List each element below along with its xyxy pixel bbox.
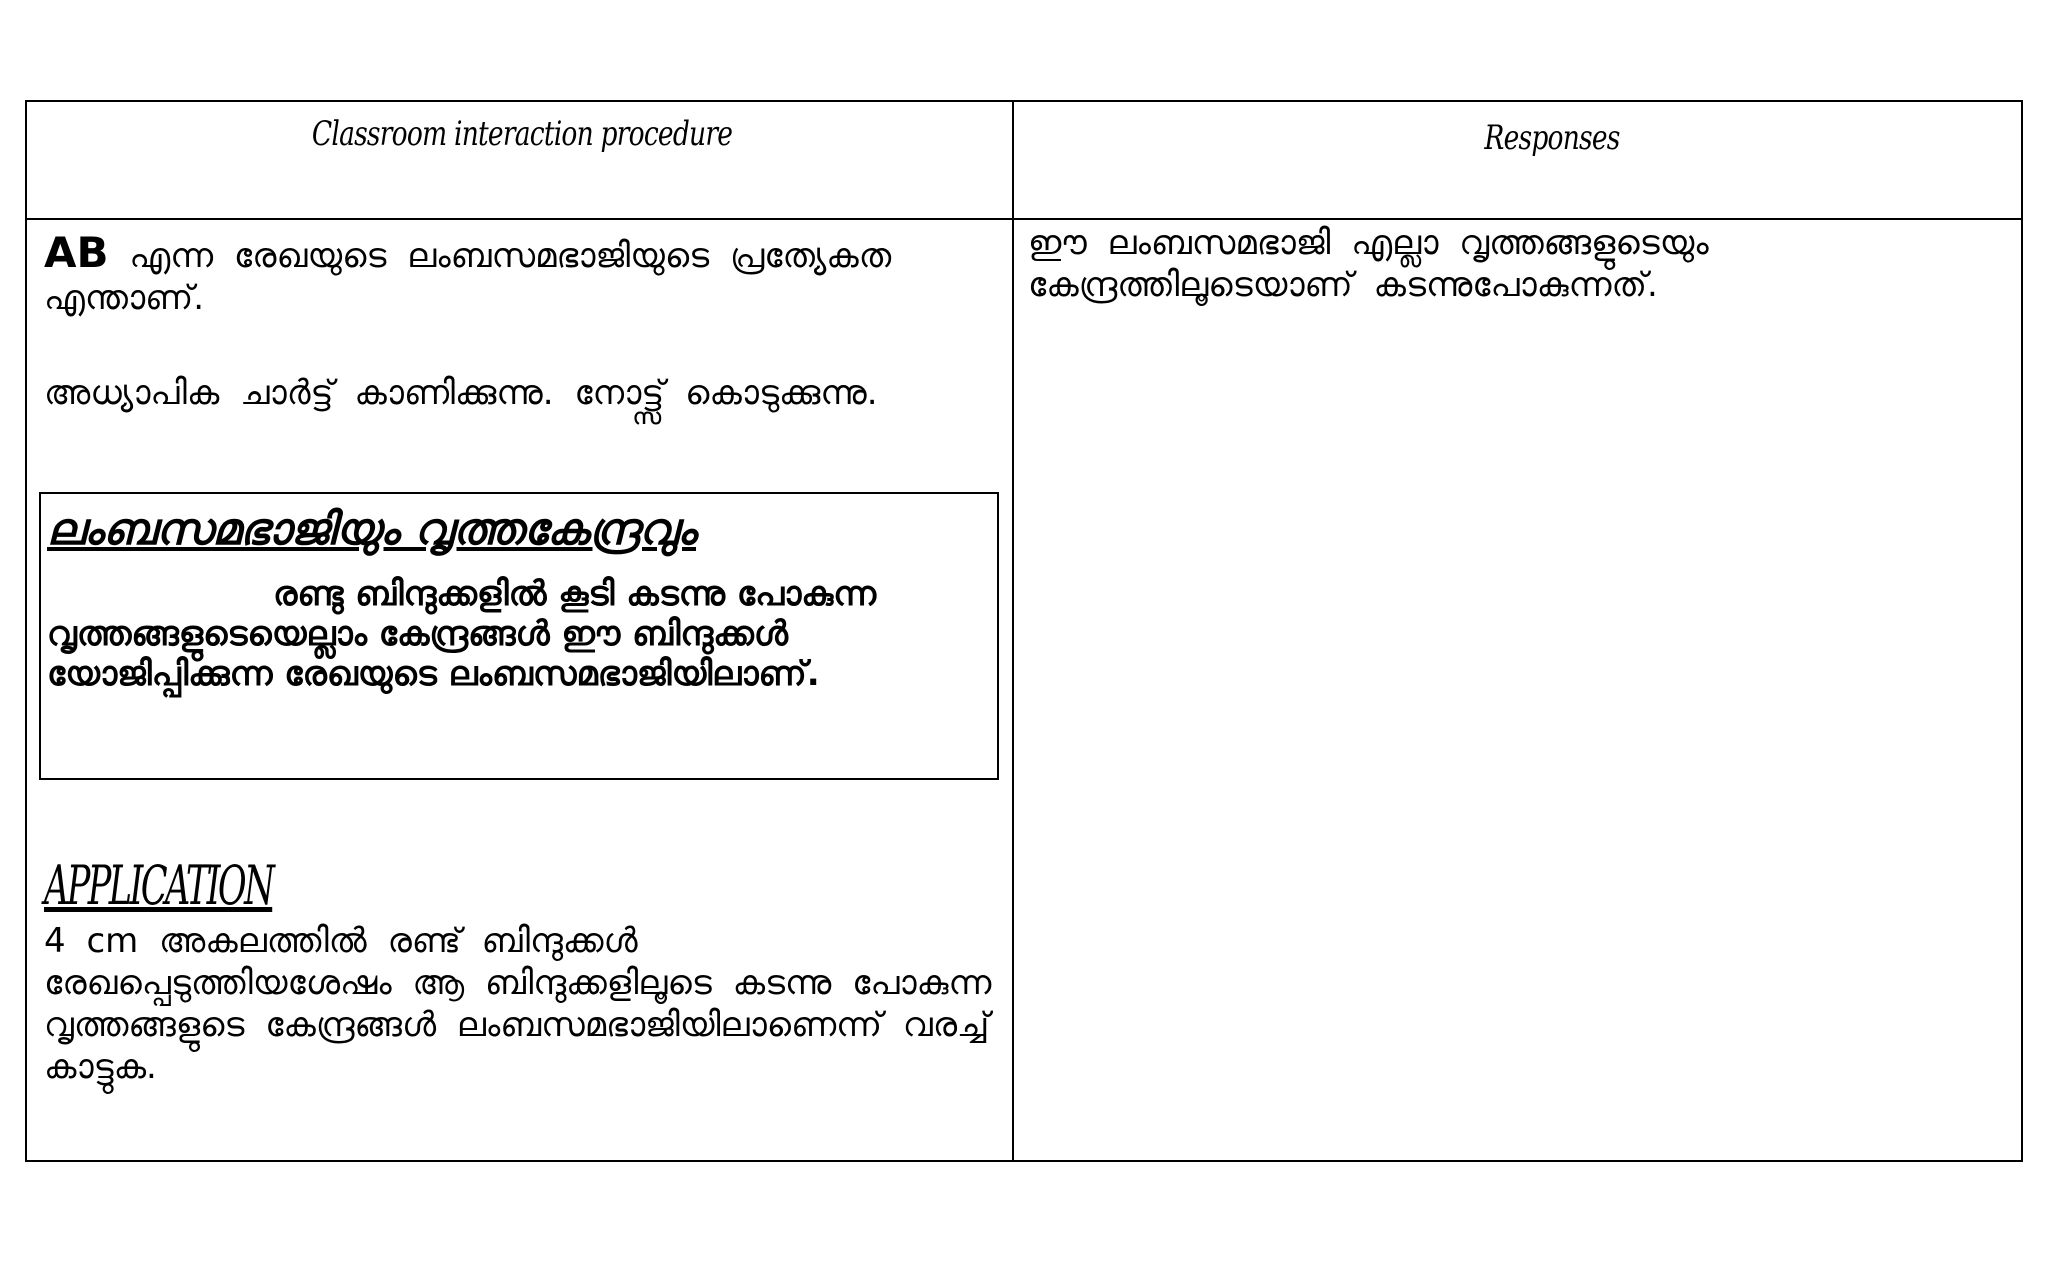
question-paragraph bbox=[44, 228, 994, 319]
notes-body bbox=[47, 574, 992, 694]
notes-body-text: രണ്ടു ബിന്ദുക്കളിൽ കൂടി കടന്നു പോകുന്ന വൃത്തങ്ങളുടെയെല്ലാം കേന്ദ്രങ്ങൾ ഈ ബിന്ദുക്കൾ യോജിപ്പിക്കുന്ന രേഖയുടെ ലംബസമഭാജിയിലാണ്. bbox=[47, 574, 877, 694]
question-text: എന്ന രേഖയുടെ ലംബസമഭാജിയുടെ പ്രത്യേകത എന്താണ്. bbox=[44, 236, 892, 318]
application-title: APPLICATION bbox=[44, 854, 273, 917]
lesson-table bbox=[25, 100, 2023, 1162]
notes-title: ലംബസമഭാജിയും വൃത്തകേന്ദ്രവും bbox=[47, 504, 697, 555]
response-text: ഈ ലംബസമഭാജി എല്ലാ വൃത്തങ്ങളുടെയും കേന്ദ്രത്തിലൂടെയാണ് കടന്നുപോകുന്നത്. bbox=[1028, 223, 1709, 305]
application-text: 4 cm അകലത്തിൽ രണ്ട് ബിന്ദുക്കൾ രേഖപ്പെടുത്തിയശേഷം ആ ബിന്ദുക്കളിലൂടെ കടന്നു പോകുന്ന വൃത്തങ്ങളുടെ കേന്ദ്രങ്ങൾ ലംബസമഭാജിയിലാണെന്ന് വരച്ച് കാട്ടുക. bbox=[44, 921, 992, 1087]
teacher-action-text: അധ്യാപിക ചാർട്ട് കാണിക്കുന്നു. നോട്ട്സ് കൊടുക്കുന്നു. bbox=[44, 373, 878, 413]
notes-box bbox=[39, 492, 999, 780]
header-procedure: Classroom interaction procedure bbox=[311, 114, 733, 154]
header-responses: Responses bbox=[1484, 118, 1620, 158]
segment-label: AB bbox=[44, 228, 109, 277]
column-divider bbox=[1012, 102, 1014, 1160]
